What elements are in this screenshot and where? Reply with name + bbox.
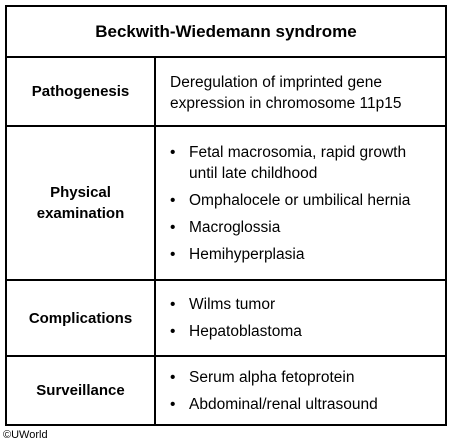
list-item: • Fetal macrosomia, rapid growth until late childhood — [170, 143, 407, 182]
surveillance-list — [170, 361, 378, 421]
list-item: • Omphalocele or umbilical hernia — [170, 191, 411, 209]
row-content-physical-examination — [156, 127, 445, 281]
bullet-icon: • — [170, 245, 176, 263]
list-item: • Abdominal/renal ultrasound — [170, 395, 378, 413]
list-item: • Hemihyperplasia — [170, 245, 305, 263]
list-item: • Hepatoblastoma — [170, 323, 302, 340]
summary-table — [5, 5, 447, 426]
bullet-icon: • — [170, 323, 176, 340]
physical-exam-list — [170, 136, 435, 271]
row-content-surveillance — [156, 357, 445, 424]
row-label-complications: Complications — [7, 281, 156, 357]
row-label-surveillance: Surveillance — [7, 357, 156, 424]
bullet-icon: • — [170, 296, 176, 313]
table-title: Beckwith-Wiedemann syndrome — [7, 7, 445, 58]
row-content-complications — [156, 281, 445, 357]
bullet-icon: • — [170, 143, 176, 161]
bullet-icon: • — [170, 368, 176, 386]
row-content-pathogenesis — [156, 58, 445, 127]
list-item: • Wilms tumor — [170, 296, 276, 313]
list-item: • Macroglossia — [170, 218, 281, 236]
complications-list — [170, 288, 302, 348]
row-label-physical-examination: Physical examination — [7, 127, 156, 281]
copyright-notice: ©UWorld — [3, 429, 48, 441]
pathogenesis-text: Deregulation of imprinted gene expression in chromosome 11p15 — [170, 73, 402, 112]
bullet-icon: • — [170, 218, 176, 236]
bullet-icon: • — [170, 191, 176, 209]
list-item: • Serum alpha fetoprotein — [170, 368, 355, 386]
row-label-pathogenesis: Pathogenesis — [7, 58, 156, 127]
bullet-icon: • — [170, 395, 176, 413]
